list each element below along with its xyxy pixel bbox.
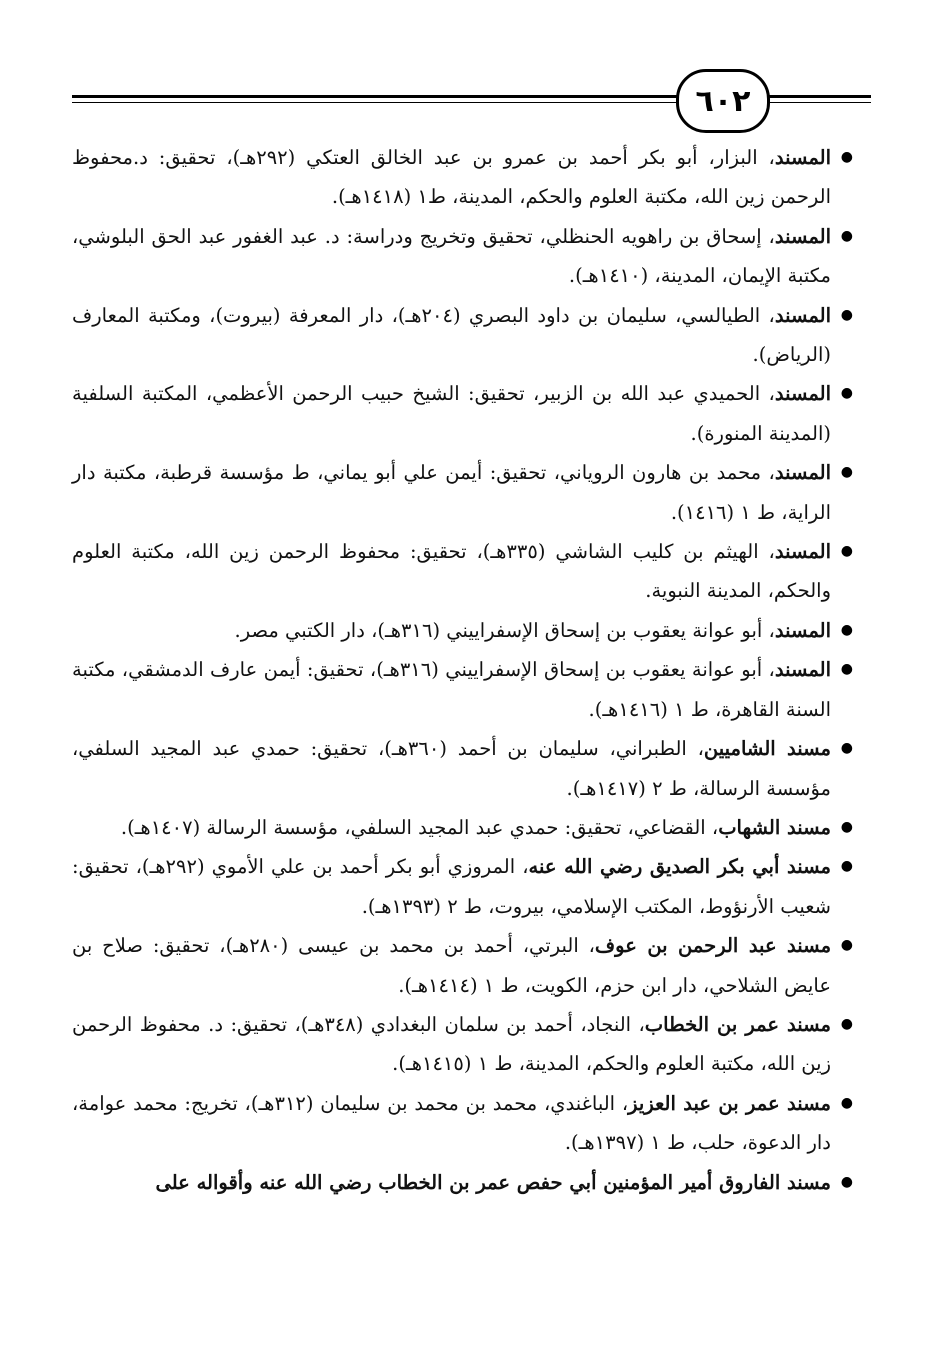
entry-body: ، الحميدي عبد الله بن الزبير، تحقيق: الشيخ حبيب الرحمن الأعظمي، المكتبة السلفية (المدينة المنورة). — [72, 382, 831, 445]
list-item — [72, 532, 853, 611]
entry-body: ، محمد بن هارون الروياني، تحقيق: أيمن علي أبو يماني، ط مؤسسة قرطبة، مكتبة دار الراية، ط ١ (١٤١٦). — [72, 461, 831, 524]
entry-body: ، الهيثم بن كليب الشاشي (٣٣٥هـ)، تحقيق: محفوظ الرحمن زين الله، مكتبة العلوم والحكم، المدينة النبوية. — [72, 540, 831, 603]
entry-title: مسند الفاروق أمير المؤمنين أبي حفص عمر بن الخطاب رضي الله عنه وأقواله على — [155, 1170, 831, 1194]
list-item — [72, 847, 853, 926]
entry-title: المسند — [774, 461, 831, 485]
entry-body: ، الطبراني، سليمان بن أحمد (٣٦٠هـ)، تحقيق: حمدي عبد المجيد السلفي، مؤسسة الرسالة، ط ٢ (١٤١٧هـ). — [72, 737, 831, 800]
page-number: ٦٠٢ — [695, 83, 751, 119]
entry-title: مسند عبد الرحمن بن عوف — [594, 934, 832, 958]
entry-body: ، الطيالسي، سليمان بن داود البصري (٢٠٤هـ)، دار المعرفة (بيروت)، ومكتبة المعارف (الرياض). — [72, 303, 831, 367]
bullet-icon: ● — [840, 937, 853, 954]
list-item — [72, 808, 853, 847]
entry-title: مسند عمر بن الخطاب — [644, 1012, 831, 1036]
entry-body: ، الباغندي، محمد بن محمد بن سليمان (٣١٢هـ)، تخريج: محمد عوامة، دار الدعوة، حلب، ط ١ (١٣٩٧هـ). — [72, 1091, 831, 1155]
entry-title: المسند — [774, 658, 831, 682]
bullet-icon: ● — [840, 1015, 853, 1032]
entry-body: ، البزار، أبو بكر أحمد بن عمرو بن عبد الخالق العتكي (٢٩٢هـ)، تحقيق: د.محفوظ الرحمن زين الله، مكتبة العلوم والحكم، المدينة، ط١ (١٤١٨هـ). — [72, 146, 831, 209]
list-item — [72, 926, 853, 1005]
entry-body: ، إسحاق بن راهويه الحنظلي، تحقيق وتخريج ودراسة: د. عبد الغفور عبد الحق البلوشي، مكتبة الإيمان، المدينة، (١٤١٠هـ). — [72, 224, 831, 288]
entry-body: ، أبو عوانة يعقوب بن إسحاق الإسفراييني (٣١٦هـ)، دار الكتبي مصر. — [234, 618, 775, 642]
list-item — [72, 611, 853, 650]
entry-title: مسند أبي بكر الصديق رضي الله عنه — [528, 855, 831, 879]
bullet-icon: ● — [840, 149, 853, 165]
bullet-icon: ● — [840, 227, 853, 244]
bullet-icon: ● — [840, 858, 853, 875]
list-item — [72, 1005, 853, 1084]
entry-title: المسند — [774, 540, 831, 564]
bullet-icon: ● — [840, 306, 853, 323]
list-item — [72, 374, 853, 453]
bullet-icon: ● — [840, 740, 853, 757]
entry-body: ، أبو عوانة يعقوب بن إسحاق الإسفراييني (٣١٦هـ)، تحقيق: أيمن عارف الدمشقي، مكتبة السنة القاهرة، ط ١ (١٤١٦هـ). — [72, 658, 831, 721]
entry-title: المسند — [774, 303, 831, 327]
list-item — [72, 138, 853, 217]
bibliography-list — [72, 138, 853, 1202]
running-title-container — [0, 65, 260, 101]
entry-title: مسند الشاميين — [703, 737, 831, 761]
page-header — [0, 55, 943, 135]
bullet-icon: ● — [840, 543, 853, 560]
bullet-icon: ● — [840, 1173, 853, 1190]
entry-title: مسند الشهاب — [718, 815, 831, 839]
list-item — [72, 1084, 853, 1163]
bullet-icon: ● — [840, 818, 853, 835]
bullet-icon: ● — [840, 385, 853, 402]
bullet-icon: ● — [840, 661, 853, 678]
entry-title: المسند — [774, 618, 831, 642]
entry-body: ، القضاعي، تحقيق: حمدي عبد المجيد السلفي، مؤسسة الرسالة (١٤٠٧هـ). — [120, 815, 719, 839]
bullet-icon: ● — [840, 464, 853, 481]
entry-title: مسند عمر بن عبد العزيز — [628, 1091, 832, 1115]
entry-body: ، النجاد، أحمد بن سلمان البغدادي (٣٤٨هـ)، تحقيق: د. محفوظ الرحمن زين الله، مكتبة العلوم والحكم، المدينة، ط ١ (١٤١٥هـ). — [72, 1012, 831, 1076]
entry-title: المسند — [774, 146, 832, 169]
list-item — [72, 453, 853, 532]
entry-title: المسند — [774, 382, 831, 406]
bullet-icon: ● — [840, 1094, 853, 1111]
list-item — [72, 296, 853, 375]
entry-body: ، المروزي أبو بكر أحمد بن علي الأموي (٢٩٢هـ)، تحقيق: شعيب الأرنؤوط، المكتب الإسلامي، بيروت، ط ٢ (١٣٩٣هـ). — [72, 855, 831, 918]
entry-title: المسند — [774, 224, 831, 248]
entry-body: ، البرتي، أحمد بن محمد بن عيسى (٢٨٠هـ)، تحقيق: صلاح بن عايض الشلاحي، دار ابن حزم، الكويت، ط ١ (١٤١٤هـ). — [72, 934, 831, 997]
list-item — [72, 729, 853, 808]
bullet-icon: ● — [840, 621, 853, 638]
list-item — [72, 217, 853, 296]
list-item — [72, 1163, 853, 1202]
list-item — [72, 650, 853, 729]
page-number-frame — [676, 69, 770, 133]
